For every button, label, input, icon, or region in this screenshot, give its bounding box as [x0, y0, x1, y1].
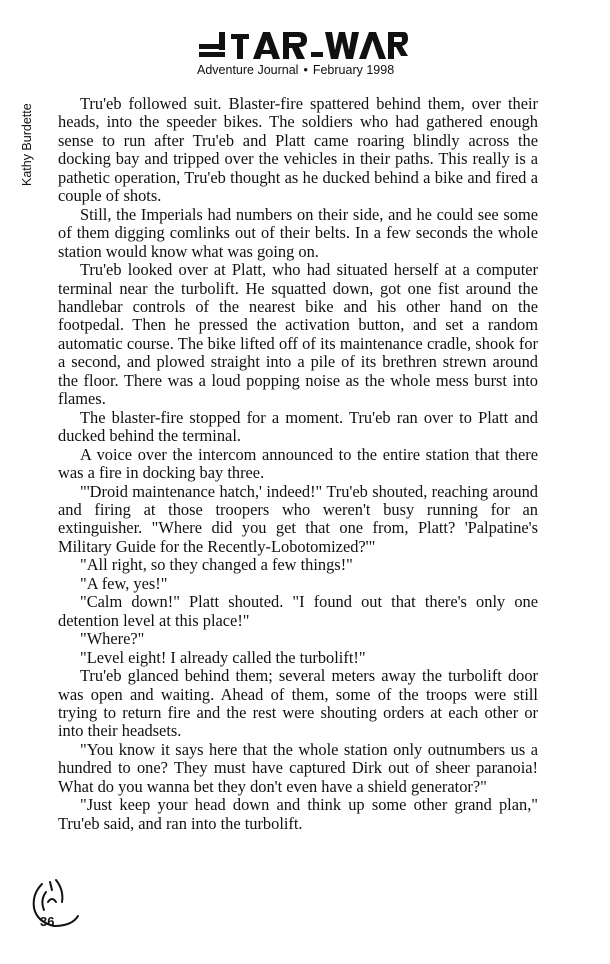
paragraph: "'Droid maintenance hatch,' indeed!" Tru'eb shouted, reaching around and firing at those troopers who weren't busy running for an extinguisher. "Where did you get that one from, Platt? 'Palpatine's Military Guide for the Recently-Lobotomized?'"	[58, 481, 538, 556]
page-number: 36	[40, 914, 55, 929]
paragraph: "Where?"	[80, 629, 145, 649]
paragraph: A voice over the intercom announced to the entire station that there was a fire in docking bay three.	[58, 444, 538, 483]
paragraph: "All right, so they changed a few things!"	[80, 555, 353, 575]
story-text	[58, 95, 538, 833]
journal-name: Adventure Journal	[197, 63, 299, 77]
separator-dot: •	[303, 63, 308, 77]
paragraph: Tru'eb looked over at Platt, who had situated herself at a computer terminal near the turbolift. He squatted down, got one fist around the handlebar controls of the nearest bike and his other hand on the footpedal. Then he pressed the activation button, and set a random automatic course. The bike lifted off of its maintenance cradle, shook for a second, and plowed straight into a pile of its brethren strewn around the floor. There was a loud popping noise as the whole mess burst into flames.	[58, 260, 538, 409]
page-footer	[26, 876, 86, 936]
author-name: Kathy Burdette	[20, 103, 34, 186]
paragraph: Tru'eb followed suit. Blaster-fire spattered behind them, over their heads, into the speeder bikes. The soldiers who had gathered enough sense to run after Tru'eb and Platt came roaring blindly across the docking bay and tripped over the vehicles in their paths. This really is a pathetic operation, Tru'eb thought as he ducked behind a bike and fired a couple of shots.	[58, 94, 538, 206]
paragraph: "Level eight! I already called the turbolift!"	[80, 647, 366, 667]
paragraph: "You know it says here that the whole station only outnumbers us a hundred to one? They must have captured Dirk out of sheer paranoia! What do you wanna bet they don't even have a shield generator?"	[58, 739, 538, 796]
paragraph: Still, the Imperials had numbers on their side, and he could see some of them digging comlinks out of their belts. In a few seconds the whole station would know what was going on.	[58, 204, 538, 261]
paragraph: "Calm down!" Platt shouted. "I found out that there's only one detention level at this place!"	[58, 592, 538, 630]
paragraph: Tru'eb glanced behind them; several meters away the turbolift door was open and waiting. Ahead of them, some of the troops were still trying to return fire and the rest were shouting orders at each other or into their headsets.	[58, 666, 538, 741]
star-wars-logo	[195, 20, 410, 64]
rebel-alliance-insignia-icon	[26, 876, 86, 936]
paragraph: "Just keep your head down and think up some other grand plan," Tru'eb said, and ran into the turbolift.	[58, 795, 538, 833]
paragraph: The blaster-fire stopped for a moment. Tru'eb ran over to Platt and ducked behind the terminal.	[58, 407, 538, 446]
paragraph: "A few, yes!"	[80, 573, 168, 593]
journal-subtitle	[197, 63, 394, 77]
issue-date: February 1998	[312, 63, 395, 77]
